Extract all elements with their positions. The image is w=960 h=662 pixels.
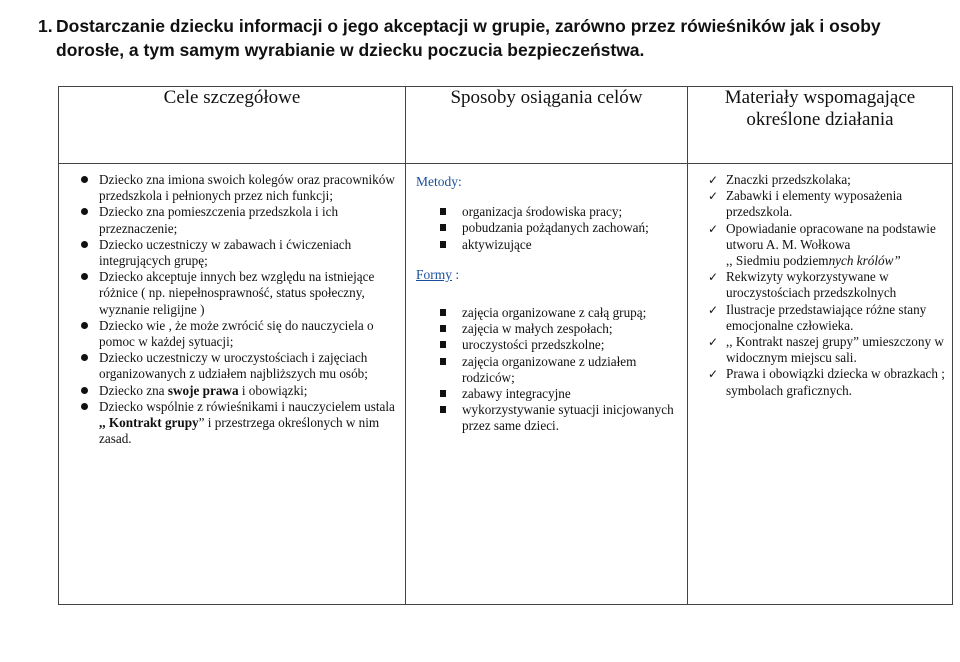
goals-list [81,172,395,447]
material-text: Rekwizyty wykorzystywane w uroczystościach przedszkolnych [726,269,897,301]
list-item [708,188,946,220]
material-text: Opowiadanie opracowane na podstawie utworu A. M. Wołkowa [726,220,936,252]
material-text: Prawa i obowiązki dziecka w obrazkach ; symbolach graficznych. [726,366,945,398]
square-bullet-icon [440,358,446,365]
header-methods-label: Sposoby osiągania celów [450,87,643,108]
form-text: uroczystości przedszkolne; [462,337,605,353]
list-item [462,354,675,386]
list-item [462,305,675,321]
goal-text: Dziecko zna imiona swoich kolegów oraz pracowników przedszkola i pełnionych przez nich funkcji; [99,172,395,204]
table-header-row [59,87,953,164]
checkmark-icon: ✓ [708,189,719,204]
list-item [462,220,675,236]
list-item [81,269,395,318]
goal-text: Dziecko zna pomieszczenia przedszkola i ich przeznaczenie; [99,204,339,236]
header-materials-line1: Materiały wspomagające [724,87,916,108]
goal-text: i obowiązki; [238,382,308,398]
goal-text: Dziecko akceptuje innych bez względu na istniejące różnice ( np. niepełnosprawność, status społeczny, wyznanie religijne ) [99,269,375,317]
goal-text: Dziecko uczestniczy w zabawach i ćwiczeniach integrujących grupę; [99,236,352,269]
goal-text: Dziecko wspólnie z rówieśnikami i nauczycielem ustala [99,398,395,414]
methods-list [416,204,675,253]
checkmark-icon: ✓ [708,270,719,285]
method-text: organizacja środowiska pracy; [462,204,623,220]
square-bullet-icon [440,309,446,316]
list-item [462,386,675,402]
material-text: ,, Siedmiu podziem [726,253,829,269]
heading-text: Dostarczanie dziecku informacji o jego akceptacji w grupie, zarówno przez rówieśników jak i osoby dorosłe, a tym samym wyrabianie w dziecku poczucia bezpieczeństwa. [56,16,881,60]
list-item [462,321,675,337]
material-italic-text: nych królów” [828,253,901,269]
list-item [708,302,946,334]
list-item [708,269,946,301]
materials-list [708,172,946,399]
form-text: zabawy integracyjne [462,386,571,402]
square-bullet-icon [440,406,446,413]
forms-label-text: Formy [416,266,453,282]
methods-label: Metody: [416,174,462,189]
list-item [708,221,946,270]
forms-label [416,267,675,283]
square-bullet-icon [440,208,446,215]
goal-bold-text: swoje prawa [167,382,239,398]
checkmark-icon: ✓ [708,367,719,382]
list-item [81,204,395,236]
form-text: zajęcia w małych zespołach; [462,321,613,337]
section-heading [38,14,938,62]
checkmark-icon: ✓ [708,221,719,236]
list-item [462,204,675,220]
plan-table [58,86,953,605]
checkmark-icon: ✓ [708,302,719,317]
list-item [81,350,395,382]
materials-cell [688,164,953,605]
goal-bold-text: ,, Kontrakt grupy [99,415,199,431]
form-text: wykorzystywanie sytuacji inicjowanych przez same dzieci. [462,402,674,434]
bullet-icon [81,273,88,280]
list-item [81,383,395,399]
material-text: ,, Kontrakt naszej grupy” umieszczony w widocznym miejscu sali. [726,334,944,366]
goal-text: Dziecko wie , że może zwrócić się do nauczyciela o pomoc w każdej sytuacji; [99,317,374,350]
bullet-icon [81,176,88,183]
bullet-icon [81,208,88,215]
header-materials [688,87,953,164]
square-bullet-icon [440,341,446,348]
header-methods [406,87,688,164]
list-item [462,402,675,434]
checkmark-icon: ✓ [708,173,719,187]
heading-number: 1. [38,16,53,36]
list-item [81,318,395,350]
goals-cell [59,164,406,605]
table-body-row [59,164,953,605]
checkmark-icon: ✓ [708,335,719,350]
header-materials-line2: określone działania [746,109,894,130]
form-text: zajęcia organizowane z udziałem rodziców; [462,353,637,385]
list-item [462,237,675,253]
list-item [708,366,946,398]
methods-cell [406,164,688,605]
list-item [81,237,395,269]
forms-list [416,305,675,435]
header-goals-label: Cele szczegółowe [163,87,301,108]
square-bullet-icon [440,325,446,332]
square-bullet-icon [440,390,446,397]
material-text: Zabawki i elementy wyposażenia przedszkola. [726,188,903,220]
method-text: pobudzania pożądanych zachowań; [462,220,649,236]
material-text: Znaczki przedszkolaka; [726,172,851,187]
list-item [81,399,395,448]
bullet-icon [81,322,88,329]
list-item [462,337,675,353]
square-bullet-icon [440,224,446,231]
bullet-icon [81,387,88,394]
method-text: aktywizujące [462,236,532,252]
list-item [708,172,946,188]
bullet-icon [81,241,88,248]
list-item [81,172,395,204]
bullet-icon [81,403,88,410]
square-bullet-icon [440,241,446,248]
material-text: Ilustracje przedstawiające różne stany emocjonalne człowieka. [726,301,927,333]
goal-text: Dziecko uczestniczy w uroczystościach i zajęciach organizowanych z udziałem najbliższych mu osób; [99,350,368,382]
bullet-icon [81,354,88,361]
forms-label-suffix: : [452,266,460,282]
goal-text: ” i przestrzega określonych w nim zasad. [99,415,380,447]
form-text: zajęcia organizowane z całą grupą; [462,305,647,321]
goal-text: Dziecko zna [99,382,168,398]
list-item [708,334,946,366]
header-goals [59,87,406,164]
